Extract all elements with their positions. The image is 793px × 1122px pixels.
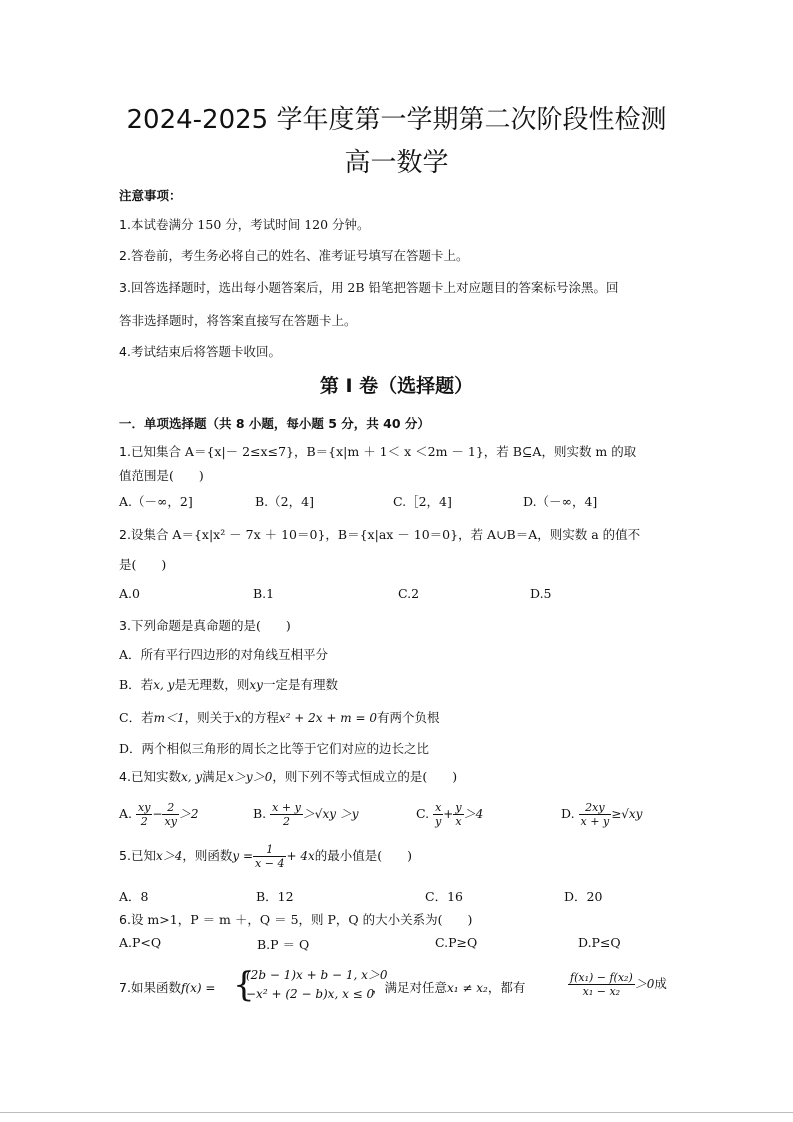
question-7-number bbox=[119, 978, 215, 996]
q5-denominator: x − 4 bbox=[255, 857, 285, 870]
q4-b-denominator: 2 bbox=[282, 815, 290, 828]
question-1-stem-continued: 值范围是( ) bbox=[119, 468, 204, 483]
note-3-number: 3. bbox=[119, 280, 131, 295]
q4-a-frac2-denominator: xy bbox=[164, 815, 177, 828]
q7-denominator: x₁ − x₂ bbox=[582, 985, 621, 998]
question-2-number: 2. bbox=[119, 527, 131, 542]
q4-option-a-fraction-1 bbox=[136, 801, 152, 828]
q4-a-frac1-denominator: 2 bbox=[140, 815, 148, 828]
question-6 bbox=[119, 910, 472, 928]
q6-option-b: B.P ＝ Q bbox=[257, 937, 310, 952]
question-7-middle-text-2: ，都有 bbox=[487, 980, 526, 995]
q4-d-denominator: x + y bbox=[580, 815, 610, 828]
question-3-stem: 下列命题是真命题的是( ) bbox=[130, 618, 291, 633]
q4-option-b bbox=[253, 801, 359, 828]
question-7-condition: x₁ ≠ x₂ bbox=[447, 981, 488, 995]
question-4-math-1: x, y bbox=[180, 770, 203, 784]
note-1 bbox=[119, 215, 370, 233]
note-2 bbox=[119, 246, 468, 264]
question-5-math-1: x＞4 bbox=[155, 849, 183, 863]
q5-option-d: D．20 bbox=[564, 889, 603, 904]
question-4-math-2: x＞y＞0 bbox=[227, 770, 273, 784]
q4-option-c-fraction-2 bbox=[453, 801, 463, 828]
note-4-text: 考试结束后将答题卡收回。 bbox=[130, 344, 281, 359]
q4-option-c-fraction-1 bbox=[433, 801, 443, 828]
q5-option-c: C．16 bbox=[425, 889, 463, 904]
question-5-suffix: 的最小值是( ) bbox=[314, 848, 412, 863]
question-7-suffix: 成 bbox=[654, 976, 667, 991]
q3-option-c-middle: ，则关于 bbox=[184, 710, 235, 725]
question-5-prefix: 已知 bbox=[130, 848, 156, 863]
q4-option-b-rest: ＞√xy ＞y bbox=[302, 807, 359, 821]
q3-option-a: A．所有平行四边形的对角线互相平分 bbox=[119, 647, 329, 662]
q4-c-frac2-denominator: x bbox=[455, 815, 462, 828]
piecewise-brace: { bbox=[233, 965, 255, 1005]
question-5-math-3: + 4x bbox=[286, 849, 315, 863]
q4-b-numerator: x + y bbox=[272, 801, 301, 814]
note-3-text: 回答选择题时，选出每小题答案后，用 2B 铅笔把答题卡上对应题目的答案标号涂黑。回 bbox=[130, 280, 619, 295]
note-2-text: 答卷前，考生务必将自己的姓名、准考证号填写在答题卡上。 bbox=[130, 248, 469, 263]
question-7-prefix: 如果函数 bbox=[130, 980, 181, 995]
q3-option-c-math-1: m＜1 bbox=[153, 711, 185, 725]
q4-a-frac2-numerator: 2 bbox=[162, 801, 178, 815]
question-2 bbox=[119, 525, 640, 543]
q6-option-d: D.P≤Q bbox=[578, 935, 621, 950]
question-7-fraction bbox=[568, 971, 635, 998]
q3-option-b-math-2: xy bbox=[249, 678, 263, 692]
question-2-stem-continued: 是( ) bbox=[119, 557, 167, 572]
q5-numerator: 1 bbox=[253, 843, 286, 857]
q3-option-b-middle: 是无理数，则 bbox=[174, 677, 250, 692]
question-5-fraction bbox=[253, 843, 286, 870]
q7-numerator: f(x₁) − f(x₂) bbox=[570, 971, 633, 984]
q4-option-a-fraction-2 bbox=[162, 801, 178, 828]
note-4 bbox=[119, 342, 281, 360]
question-4-suffix: ，则下列不等式恒成立的是( ) bbox=[272, 769, 458, 784]
q3-option-b bbox=[119, 675, 338, 693]
q2-option-c: C.2 bbox=[398, 586, 420, 601]
question-6-number: 6. bbox=[119, 912, 131, 927]
exam-subtitle: 高一数学 bbox=[344, 148, 449, 178]
q1-option-b: B.（2，4] bbox=[255, 494, 314, 509]
question-4-prefix: 已知实数 bbox=[130, 769, 181, 784]
q5-option-a: A．8 bbox=[119, 889, 149, 904]
q4-option-c-label: C. bbox=[416, 806, 430, 821]
q4-c-frac2-numerator: y bbox=[455, 801, 462, 814]
question-5-math-2: y = bbox=[232, 849, 254, 863]
q3-option-c-math-2: x bbox=[234, 711, 242, 725]
question-1 bbox=[119, 442, 636, 460]
note-2-number: 2. bbox=[119, 248, 131, 263]
q4-option-d-fraction bbox=[579, 801, 612, 828]
note-4-number: 4. bbox=[119, 344, 131, 359]
q3-option-c-equation: x² + 2x + m = 0 bbox=[278, 711, 377, 725]
q4-a-frac1-numerator: xy bbox=[138, 801, 151, 814]
note-3-continued: 答非选择题时，将答案直接写在答题卡上。 bbox=[119, 313, 357, 328]
q4-option-a-rest: ＞2 bbox=[178, 807, 199, 821]
section-subtitle: 一．单项选择题（共 8 小题，每小题 5 分，共 40 分） bbox=[119, 416, 430, 431]
question-7-function-name: f(x) = bbox=[180, 981, 216, 995]
q5-option-b: B．12 bbox=[256, 889, 294, 904]
note-3 bbox=[119, 278, 619, 296]
q4-option-a bbox=[119, 801, 199, 828]
q4-option-b-label: B. bbox=[253, 806, 267, 821]
q4-option-d-rest: ≥√xy bbox=[611, 807, 643, 821]
question-4 bbox=[119, 767, 457, 785]
question-1-stem: 已知集合 A＝{x|－ 2≤x≤7}，B＝{x|m ＋ 1＜ x ＜2m － 1}，若 B⊆A，则实数 m 的取 bbox=[130, 444, 637, 459]
q2-option-a: A.0 bbox=[119, 586, 140, 601]
question-5 bbox=[119, 843, 412, 870]
notes-heading: 注意事项： bbox=[119, 188, 182, 203]
q4-option-a-minus: − bbox=[152, 807, 163, 821]
q3-option-c-prefix: C．若 bbox=[119, 710, 154, 725]
q3-option-d: D．两个相似三角形的周长之比等于它们对应的边长之比 bbox=[119, 741, 430, 756]
q4-c-frac1-numerator: x bbox=[435, 801, 442, 814]
piecewise-case-2: −x² + (2 − b)x, x ≤ 0 bbox=[246, 987, 375, 1001]
section-title: 第 Ⅰ 卷（选择题） bbox=[319, 375, 474, 397]
q4-option-d-label: D. bbox=[561, 806, 575, 821]
piecewise-case-1: (2b − 1)x + b − 1, x＞0 bbox=[246, 968, 388, 982]
q4-option-d bbox=[561, 801, 642, 828]
question-4-middle: 满足 bbox=[202, 769, 228, 784]
q4-option-a-label: A. bbox=[119, 806, 133, 821]
q1-option-d: D.（－∞，4] bbox=[523, 494, 598, 509]
q3-option-b-math-1: x, y bbox=[153, 678, 175, 692]
question-2-stem: 设集合 A＝{x|x² － 7x ＋ 10＝0}，B＝{x|ax － 10＝0}，若 A∪B＝A，则实数 a 的值不 bbox=[130, 527, 641, 542]
q4-option-c bbox=[416, 801, 483, 828]
q2-option-b: B.1 bbox=[253, 586, 275, 601]
q3-option-c-suffix: 有两个负根 bbox=[376, 710, 440, 725]
question-6-stem: 设 m>1，P ＝ m ＋，Q ＝ 5，则 P，Q 的大小关系为( ) bbox=[130, 912, 473, 927]
q3-option-c bbox=[119, 708, 439, 726]
exam-title: 2024-2025 学年度第一学期第二次阶段性检测 bbox=[126, 105, 667, 135]
question-3 bbox=[119, 616, 291, 634]
question-7-ineq: ＞0 bbox=[634, 977, 655, 991]
question-7-middle bbox=[372, 978, 525, 996]
question-7-inequality bbox=[568, 971, 667, 998]
q4-option-c-plus: + bbox=[443, 807, 454, 821]
q6-option-a: A.P<Q bbox=[119, 935, 162, 950]
q1-option-c: C.［2，4] bbox=[393, 494, 452, 509]
note-1-number: 1. bbox=[119, 217, 131, 232]
question-3-number: 3. bbox=[119, 618, 131, 633]
q4-c-frac1-denominator: y bbox=[435, 815, 442, 828]
q1-option-a: A.（－∞，2] bbox=[119, 494, 193, 509]
question-1-number: 1. bbox=[119, 444, 131, 459]
q3-option-b-prefix: B．若 bbox=[119, 677, 154, 692]
question-7-middle-text: ，满足对任意 bbox=[372, 980, 448, 995]
question-5-middle: ，则函数 bbox=[182, 848, 233, 863]
question-5-number: 5. bbox=[119, 848, 131, 863]
q6-option-c: C.P≥Q bbox=[435, 935, 478, 950]
page-bottom-divider bbox=[0, 1112, 793, 1113]
note-1-text: 本试卷满分 150 分，考试时间 120 分钟。 bbox=[130, 217, 370, 232]
q4-d-numerator: 2xy bbox=[579, 801, 612, 815]
q4-option-c-rest: ＞4 bbox=[463, 807, 484, 821]
q4-option-b-fraction bbox=[270, 801, 303, 828]
question-7-number-label: 7. bbox=[119, 980, 131, 995]
q3-option-b-suffix: 一定是有理数 bbox=[262, 677, 338, 692]
q3-option-c-middle-2: 的方程 bbox=[241, 710, 279, 725]
question-4-number: 4. bbox=[119, 769, 131, 784]
q2-option-d: D.5 bbox=[530, 586, 552, 601]
